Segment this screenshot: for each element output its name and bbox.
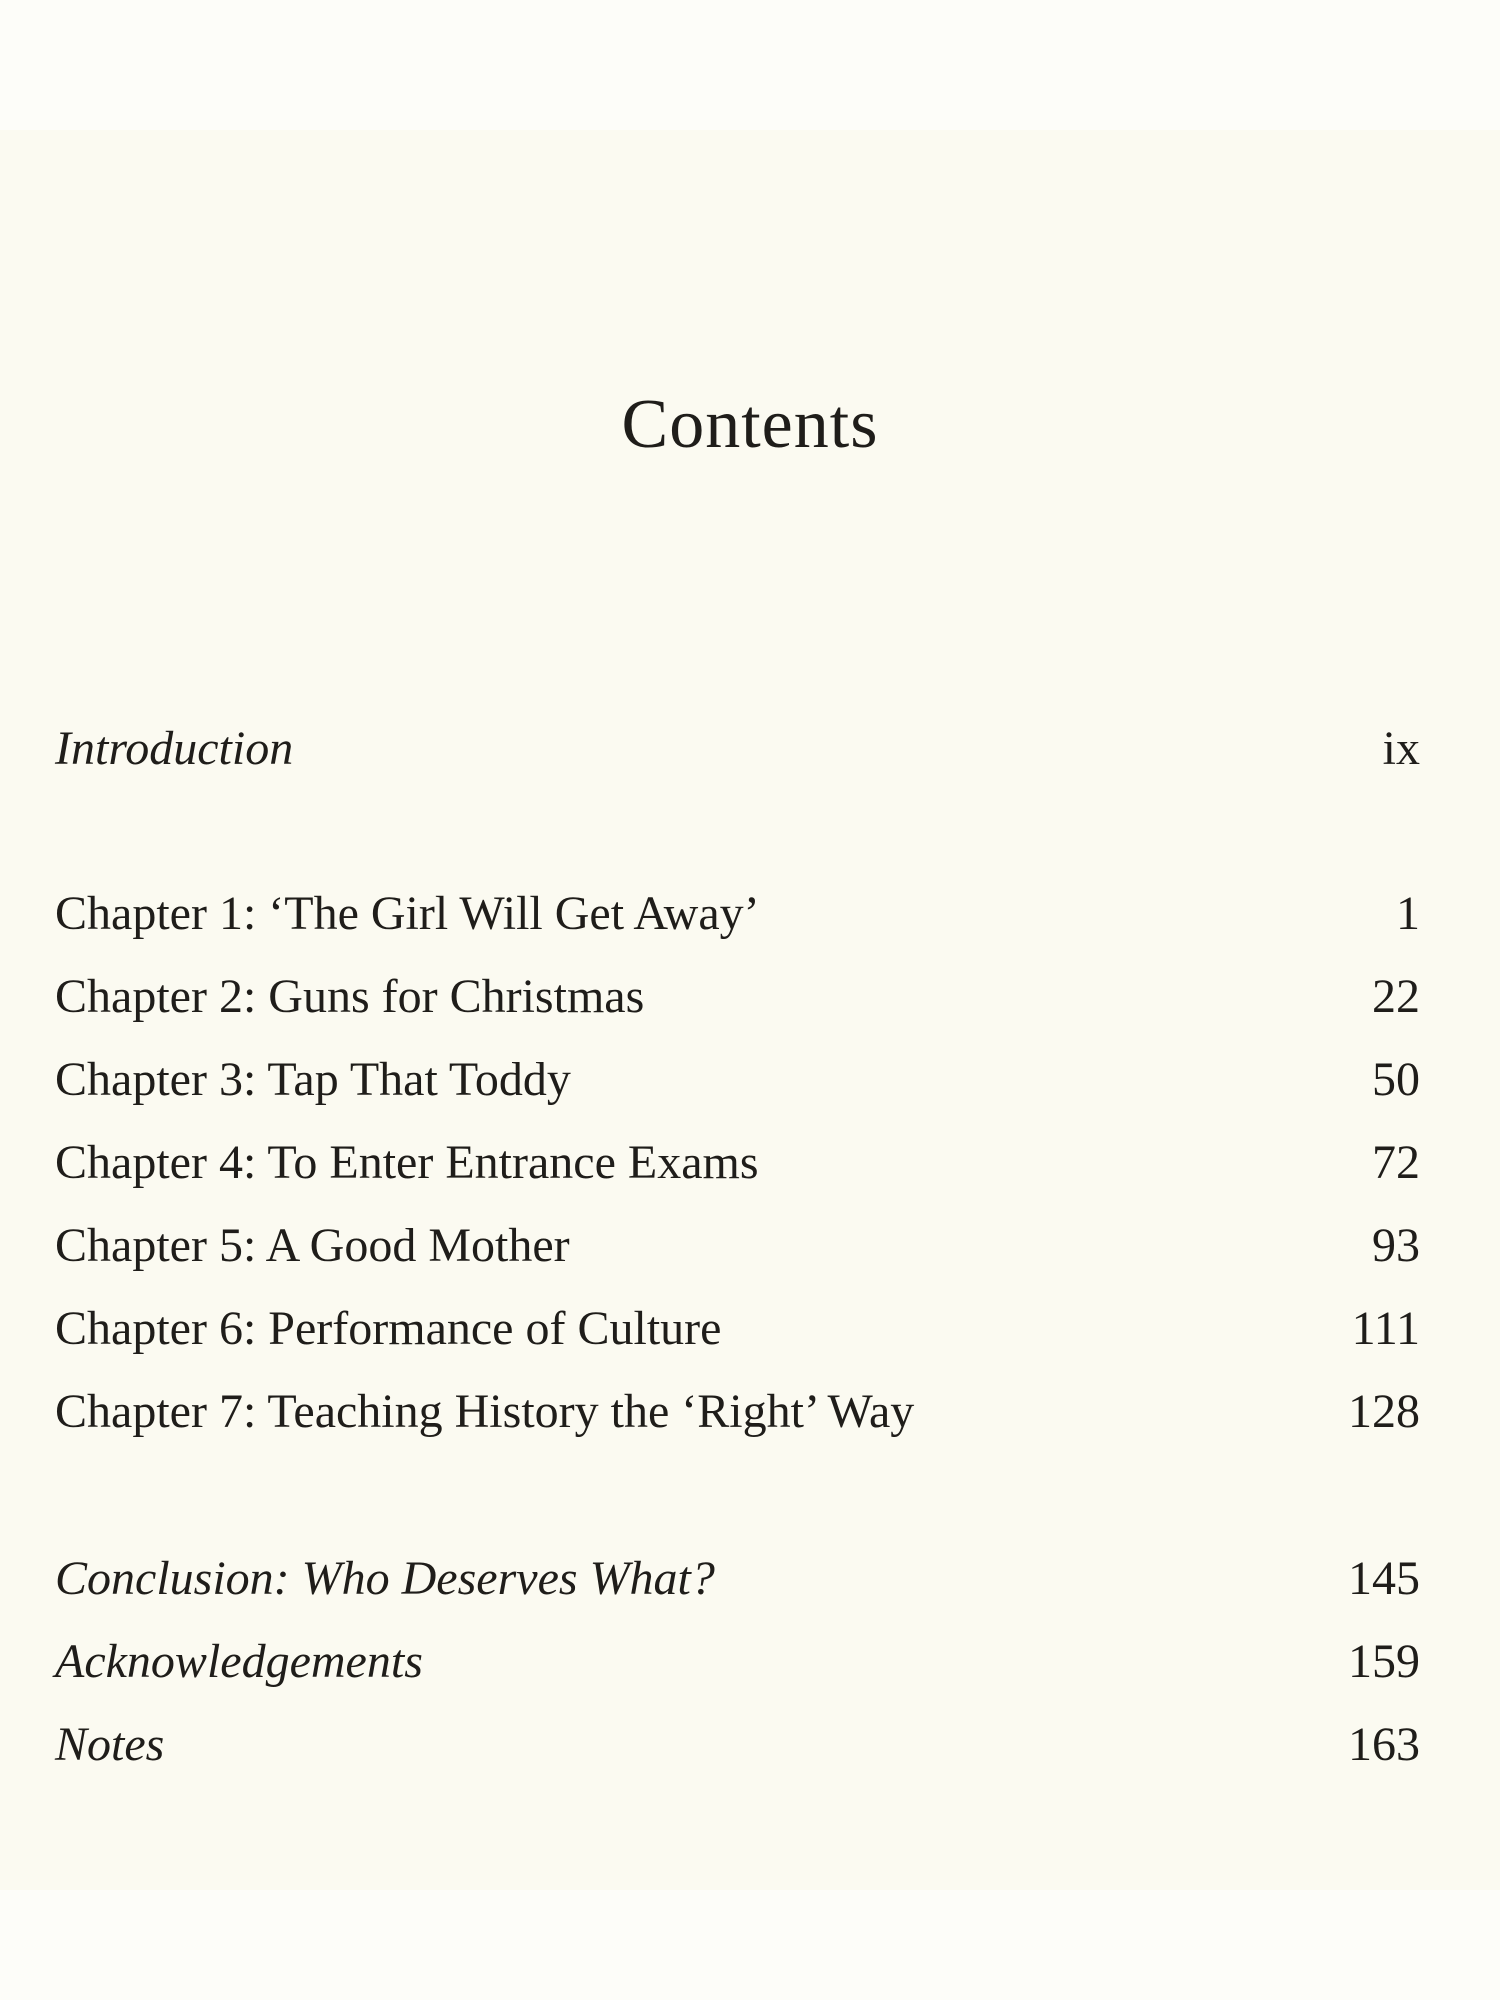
toc-entry-notes [55,1718,1420,1771]
toc-entry-chapter-7 [55,1385,1420,1438]
toc-entry-label: Introduction [55,722,294,775]
toc-entry-label: Chapter 3: Tap That Toddy [55,1053,571,1106]
toc-entry-page: 145 [1348,1552,1420,1605]
toc-entry-page: ix [1382,722,1420,775]
toc-entry-chapter-1 [55,887,1420,940]
toc-entry-label: Chapter 6: Performance of Culture [55,1302,722,1355]
toc-entry-label: Notes [55,1718,165,1771]
toc-entry-page: 22 [1372,970,1420,1023]
toc-entry-label: Chapter 2: Guns for Christmas [55,970,645,1023]
toc-entry-chapter-5 [55,1219,1420,1272]
toc-entry-label: Chapter 4: To Enter Entrance Exams [55,1136,759,1189]
toc-entry-label: Conclusion: Who Deserves What? [55,1552,715,1605]
toc-entry-page: 72 [1372,1136,1420,1189]
toc-entry-page: 163 [1348,1718,1420,1771]
toc-entry-chapter-6 [55,1302,1420,1355]
toc-entry-label: Chapter 7: Teaching History the ‘Right’ Way [55,1385,915,1438]
toc-entry-introduction [55,722,1420,775]
toc-entry-label: Acknowledgements [55,1635,423,1688]
toc-entry-page: 159 [1348,1635,1420,1688]
toc-entry-acknowledgements [55,1635,1420,1688]
toc-entry-page: 111 [1351,1302,1420,1355]
toc-entry-chapter-4 [55,1136,1420,1189]
toc-entry-label: Chapter 5: A Good Mother [55,1219,570,1272]
page-title: Contents [621,386,879,463]
toc-entry-page: 1 [1396,887,1420,940]
toc-entry-conclusion [55,1552,1420,1605]
toc-entry-page: 50 [1372,1053,1420,1106]
toc-entry-page: 93 [1372,1219,1420,1272]
toc-entry-chapter-3 [55,1053,1420,1106]
toc-entry-page: 128 [1348,1385,1420,1438]
toc-entry-chapter-2 [55,970,1420,1023]
toc-entry-label: Chapter 1: ‘The Girl Will Get Away’ [55,887,760,940]
